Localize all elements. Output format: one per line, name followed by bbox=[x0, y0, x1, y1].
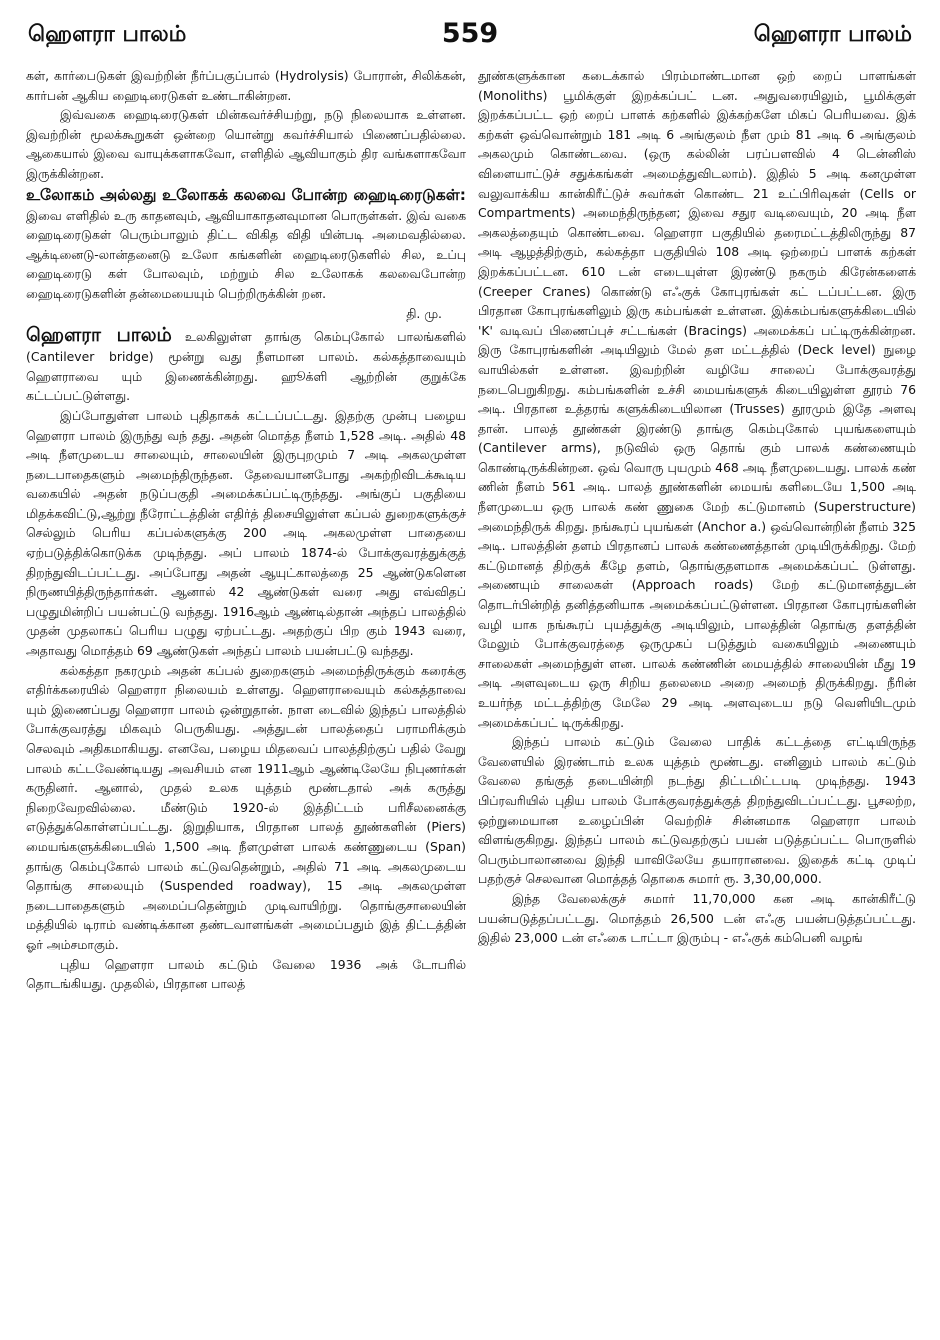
paragraph-hydrides-neutral: இவ்வகை ஹைடிரைடுகள் மின்கவர்ச்சியற்று, நடு நிலையாக உள்ளன. இவற்றின் மூலக்கூறுகள் ஒன்றை யொன்று கவர்ச்சியால் பிணைப்பதில்லை. ஆகையால் இவை வாயுக்களாகவோ, எளிதில் ஆவியாகும் திர வங்களாகவோ இருக்கின்றன. bbox=[26, 107, 466, 181]
left-column bbox=[26, 66, 466, 1328]
paragraph-hydrides-intro: கள், கார்பைடுகள் இவற்றின் நீர்ப்பகுப்பால் (Hydrolysis) போரான், சிலிக்கன், கார்பன் ஆகிய ஹைடிரைடுகள் உண்டாகின்றன. bbox=[26, 68, 466, 103]
paragraph-foundations: தூண்களுக்கான கடைக்கால் பிரம்மாண்டமான ஒற் றைப் பாளங்கள் (Monoliths) பூமிக்குள் இறக்கப்பட் டன. அதுவரையிலும், பூமிக்குள் இறக்கப்பட்ட ஒற் றைப் பாளக் கற்களில் இக்கற்களே மிகப் பெரியவை. இக் கற்கள் ஒவ்வொன்றும் 181 அடி 6 அங்குலம் நீள மும் 81 அடி 6 அங்குலம் அகலமும் கொண்டவை. (ஒரு கல்லின் பரப்பளவில் 4 டென்னிஸ் விளையாட்டுச் சதுக்கங்கள் அமைத்துவிடலாம்). இதில் 5 அடி கனமுள்ள வலுவாக்கிய கான்கிரீட்டுச் சுவர்கள் கொண்ட 21 உட்பிரிவுகள் (Cells or Compartments) அமைந்திருந்தன; இவை சதுர வடிவையும், 20 அடி நீள அகலத்தையும் கொண்டவை. ஹௌரா பகுதியில் தரைமட்டத்திலிருந்து 87 அடி ஆழத்திற்கும், கல்கத்தா பகுதியில் 108 அடி ஒற்றைப் பாளக் கற்கள் இறக்கப்பட்டன. 610 டன் எடையுள்ள இரண்டு நகரும் கிரேன்களைக் (Creeper Cranes) கொண்டு எஃகுக் கோபுரங்கள் கட் டப்பட்டன. இரு பிரதான கோபுரங்களிலும் இரு கம்பங்கள் உள்ளன. இக்கம்பங்களுக்கிடையில் 'K' வடிவப் பிணைப்புச் சட்டங்கள் (Bracings) அமைக்கப் பட்டிருக்கின்றன. இரு கோபுரங்களின் அடியிலும் மேல் தள மட்டத்தில் (Deck level) நுழை வாயில்கள் உள்ளன. இவற்றின் வழியே சாலைப் போக்குவரத்து நடைபெறுகிறது. கம்பங்களின் உச்சி மையங்களுக் கிடையிலுள்ள தூரம் 76 அடி. பிரதான உத்தரங் களுக்கிடையிலான (Trusses) தூரமும் இதே அளவு தான். பாலத் தூண்கள் இரண்டு தாங்கு கெம்புகோல் புயங்களையும் (Cantilever arms), நடுவில் ஒரு தொங் கும் பாலக் கண்ணையும் கொண்டிருக்கின்றன. ஒவ் வொரு புயமும் 468 அடி நீளமுடையது. பாலக் கண் ணின் நீளம் 561 அடி. பாலத் தூண்களின் மையங் களிடையே 1,500 அடி நீளமுடைய ஒரு பாலக் கண் ணுகை மேற் கட்டுமானம் (Superstructure) அமைந்திருக் கிறது. நங்கூரப் புயங்கள் (Anchor a.) ஒவ்வொன்றின் நீளம் 325 அடி. பாலத்தின் தளம் பிரதானப் பாலக் கண்ணைத்தான் முடியிருக்கிறது. மேற் கட்டுமானத் திற்குக் கீழே தளம், தொங்குதளமாக அமைக்கப்பட் டுள்ளது. அணையும் சாலைகள் (Approach roads) மேற் கட்டுமானத்துடன் தொடர்பின்றித் தனித்தனியாக அமைக்கப்பட்டுள்ளன. பிரதான கோபுரங்களின் வழி யாக நங்கூரப் புயத்துக்கு அடியிலும், பாலத்தின் தொங்கு தளத்தின் மேலும் போக்குவரத்தை ஒருமுகப் படுத்தும் வகையிலும் அணையும் சாலைகள் அமைந்துள் ளன. பாலக் கண்ணின் மையத்தில் சாலையின் மீது 19 அடி அளவுடைய ஒரு சிறிய தலைமை அறை அமைந் திருக்கிறது. நீரின் உயர்ந்த மட்டத்திற்கு மேலே 29 அடி அளவுடைய நடு வெளியிடமும் அமைக்கப்பட் டிருக்கிறது. bbox=[478, 68, 916, 730]
paragraph-need-new-bridge: கல்கத்தா நகரமும் அதன் கப்பல் துறைகளும் அமைந்திருக்கும் கரைக்கு எதிர்க்கரையில் ஹௌரா நிலையம் உள்ளது. ஹௌராவையும் கல்கத்தாவை யும் இணைப்பது ஹௌரா பாலம் ஒன்றுதான். நாள டைவில் இந்தப் பாலத்தில் போக்குவரத்து மிகவும் பெருகியது. அத்துடன் பாலத்தைப் பராமரிக்கும் செலவும் அதிகமாகியது. எனவே, பழைய மிதவைப் பாலத்திற்குப் பதில் வேறு பாலம் கட்டவேண்டியது அவசியம் என 1911ஆம் ஆண்டிலேயே நிபுணர்கள் கருதினர். ஆனால், முதல் உலக யுத்தம் மூண்டதால் அக் கருத்து நிறைவேறவில்லை. மீண்டும் 1920-ல் இத்திட்டம் பரிசீலனைக்கு எடுத்துக்கொள்ளப்பட்டது. இறுதியாக, பிரதான பாலத் தூண்களின் (Piers) மையங்களுக்கிடையில் 1,500 அடி நீளமுள்ள பாலக் கண்ணுடைய (Span) தாங்கு கெம்புகோல் பாலம் கட்டுவதென்றும், அதில் 71 அடி அகலமுடைய தொங்கு சாலையும் (Suspended roadway), 15 அடி அகலமுள்ள நடைபாதைகளும் அமைப்பதென்றும் முடிவாயிற்று. தொங்குசாலையின் மத்தியில் டிராம் வண்டிக்கான தண்டவாளங்கள் அமைப்பதும் இத் திட்டத்தின் ஓர் அம்சமாகும். bbox=[26, 662, 466, 952]
paragraph-construction-start: புதிய ஹௌரா பாலம் கட்டும் வேலை 1936 அக் டோபரில் தொடங்கியது. முதலில், பிரதான பாலத் bbox=[26, 956, 466, 992]
page-header bbox=[22, 18, 918, 58]
howrah-intro-text: உலகிலுள்ள தாங்கு கெம்புகோல் பாலங்களில் (Cantilever bridge) மூன்று வது நீளமான பாலம். கல்கத்தாவையும் ஹௌராவை யும் இணைக்கின்றது. ஹூக்ளி ஆற்றின் குறுக்கே கட்டப்பட்டுள்ளது. bbox=[26, 329, 466, 404]
paragraph-old-bridge: இப்போதுள்ள பாலம் புதிதாகக் கட்டப்பட்டது. இதற்கு முன்பு பழைய ஹௌரா பாலம் இருந்து வந் தது. அதன் மொத்த நீளம் 1,528 அடி. அதில் 48 அடி நீளமுடைய சாலையும், சாலையின் இருபுறமும் 7 அடி அகலமுள்ள நடைபாதைகளும் அமைந்திருந்தன. தேவையானபோது அகற்றிவிடக்கூடிய வகையில் அதன் நடுப்பகுதி அமைக்கப்பட்டிருந்தது. அங்குப் பகுதியை மிதக்கவிட்டு,ஆற்று நீரோட்டத்தின் எதிர்த் திசையிலுள்ள கப்பல் துறைகளுக்குச் செல்லும் பெரிய கப்பல்களுக்கு 200 அடி அகலமுள்ள பாதையை ஏற்படுத்திக்கொடுக்க முடிந்தது. அப் பாலம் 1874-ல் போக்குவரத்துக்குத் திறந்துவிடப்பட்டது. அப்போது அதன் ஆயுட்காலத்தை 25 ஆண்டுகளென நிருணயித்திருந்தார்கள். ஆனால் 42 ஆண்டுகள் வரை அது எவ்விதப் பழுதுமின்றிப் பயன்பட்டு வந்தது. 1916ஆம் ஆண்டில்தான் அந்தப் பாலத்தில் முதன் முதலாகப் பெரிய பழுது ஏற்பட்டது. அதற்குப் பிற கும் 1943 வரை, அதாவது மொத்தம் 69 ஆண்டுகள் அந்தப் பாலம் பயன்பட்டு வந்தது. bbox=[26, 407, 466, 659]
section-heading-metallic-hydrides: உலோகம் அல்லது உலோகக் கலவை போன்ற ஹைடிரைடுகள்: bbox=[26, 185, 466, 204]
paragraph-howrah-intro bbox=[26, 323, 466, 406]
paragraph-completion: இந்தப் பாலம் கட்டும் வேலை பாதிக் கட்டத்தை எட்டியிருந்த வேளையில் இரண்டாம் உலக யுத்தம் மூண்டது. எனினும் பாலம் கட்டும் வேலை தங்குத் தடையின்றி நடந்து திட்டமிட்டபடி முடிந்தது. 1943 பிப்ரவரியில் புதிய பாலம் போக்குவரத்துக்குத் திறந்துவிடப்பட்டது. பூசலற்ற, ஒற்றுமையான உழைப்பின் வெற்றிச் சின்னமாக ஹௌரா பாலம் விளங்குகிறது. இந்தப் பாலம் கட்டுவதற்குப் பயன் படுத்தப்பட்ட பொருளில் பெரும்பாலானவை இந்தி யாவிலேயே தயாரானவை. இதைக் கட்டி முடிப் பதற்குச் செலவான மொத்தத் தொகை சுமார் ரூ. 3,30,00,000. bbox=[478, 734, 916, 887]
running-title-left: ஹௌரா பாலம் bbox=[28, 22, 187, 47]
paragraph-materials: இந்த வேலைக்குச் சுமார் 11,70,000 கன அடி கான்கிரீட்டு பயன்படுத்தப்பட்டது. மொத்தம் 26,500 டன் எஃகு பயன்படுத்தப்பட்டது. இதில் 23,000 டன் எஃகை டாட்டா இரும்பு - எஃகுக் கம்பெனி வழங் bbox=[478, 890, 916, 946]
metallic-hydrides-text: இவை எளிதில் உரு காதனவும், ஆவியாகாதனவுமான பொருள்கள். இவ் வகை ஹைடிரைடுகள் பெரும்பாலும் திட்ட விகித விதி யின்படி அமைவதில்லை. ஆக்டினைடு-லான்தனைடு உலோ கங்களின் ஹைடிரைடுகளில் சில, உப்பு ஹைடிரைடு கள் போலவும், மற்றும் சில உலோகக் கலவைபோன்ற ஹைடிரைடுகளின் தன்மையையும் பெற்றிருக்கின் றன. bbox=[26, 207, 466, 301]
right-column bbox=[478, 66, 916, 1328]
paragraph-metallic-hydrides bbox=[26, 184, 466, 324]
running-title-right: ஹௌரா பாலம் bbox=[753, 22, 912, 47]
entry-title-howrah-bridge: ஹௌரா பாலம் bbox=[26, 324, 172, 347]
page-number: 559 bbox=[441, 18, 499, 49]
author-initials: தி. மு. bbox=[406, 305, 442, 321]
